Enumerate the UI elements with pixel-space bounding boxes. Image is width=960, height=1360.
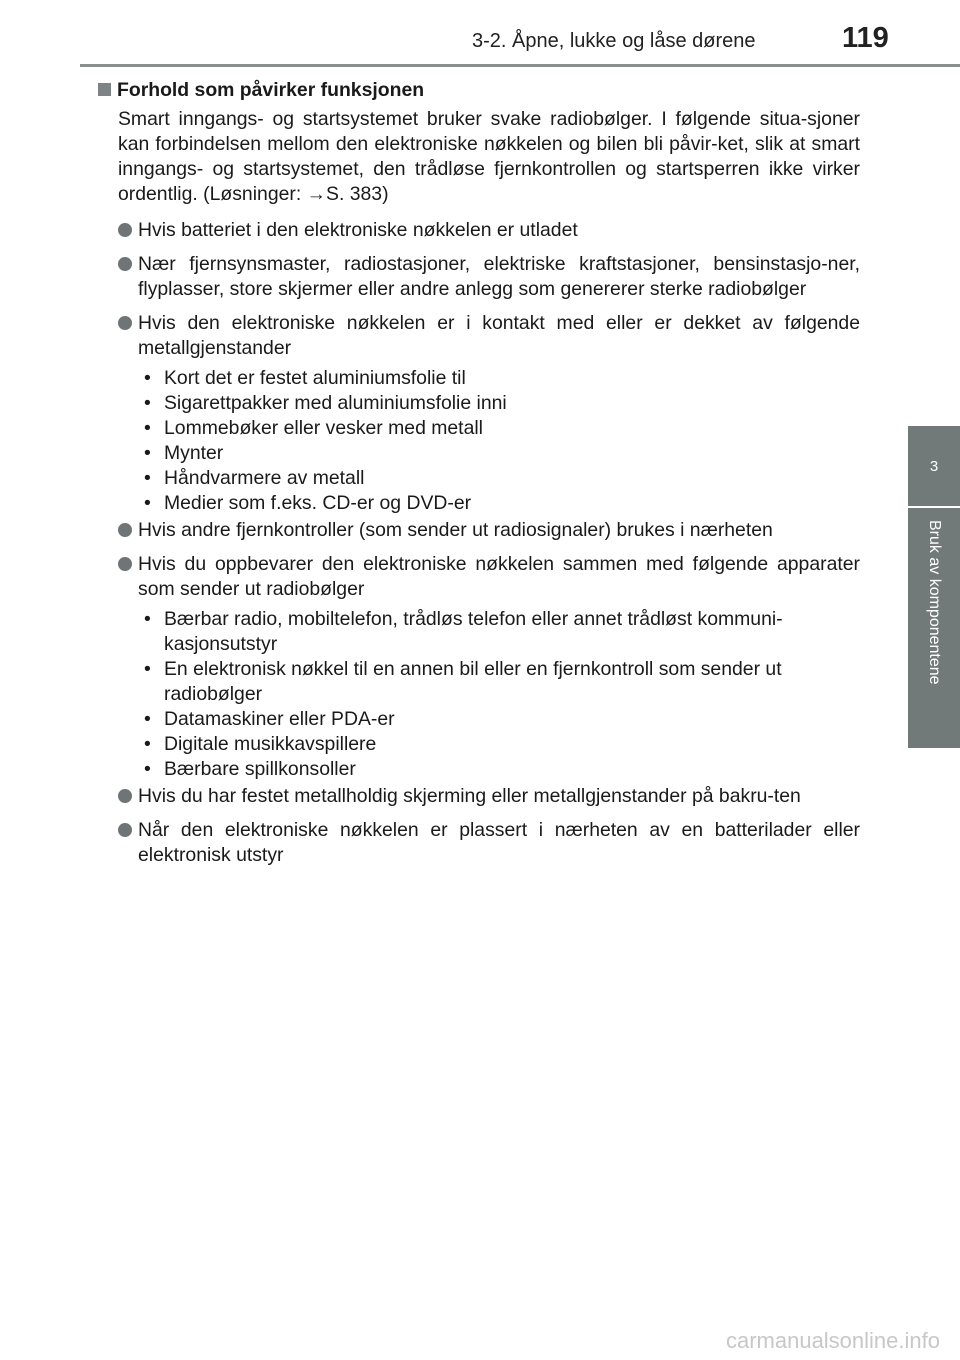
chapter-title: Bruk av komponentene	[926, 520, 943, 685]
circle-bullet-icon	[118, 223, 132, 237]
sub-list-item-text: Bærbar radio, mobiltelefon, trådløs telefon eller annet trådløst kommuni-kasjonsutstyr	[164, 608, 783, 655]
sub-list-item-text: Datamaskiner eller PDA-er	[164, 708, 395, 730]
sub-list-item	[144, 732, 860, 757]
sub-bullet: •	[144, 367, 151, 389]
sub-bullet: •	[144, 492, 151, 514]
circle-bullet-icon	[118, 523, 132, 537]
chapter-tab	[908, 426, 960, 506]
square-bullet-icon	[98, 83, 111, 96]
sub-list-item-text: Bærbare spillkonsoller	[164, 758, 356, 780]
sub-list-item	[144, 391, 860, 416]
sub-list-item	[144, 491, 860, 516]
radio-devices-list	[144, 607, 860, 782]
sub-list-item-text: Kort det er festet aluminiumsfolie til	[164, 367, 466, 389]
list-item-text: Når den elektroniske nøkkelen er plassert i nærheten av en batterilader eller elektronisk utstyr	[138, 819, 860, 866]
heading-text: Forhold som påvirker funksjonen	[117, 79, 425, 101]
sub-bullet: •	[144, 758, 151, 780]
sub-bullet: •	[144, 733, 151, 755]
sub-list-item-text: Sigarettpakker med aluminiumsfolie inni	[164, 392, 507, 414]
sub-list-item-text: En elektronisk nøkkel til en annen bil eller en fjernkontroll som sender ut radiobølger	[164, 658, 782, 705]
sub-list-item	[144, 416, 860, 441]
list-item	[98, 311, 860, 361]
list-item-text: Hvis du har festet metallholdig skjerming eller metallgjenstander på bakru-ten	[138, 785, 801, 807]
sub-list-item-text: Lommebøker eller vesker med metall	[164, 417, 483, 439]
section-title: 3-2. Åpne, lukke og låse dørene	[472, 30, 756, 52]
sub-list-item	[144, 757, 860, 782]
list-item	[98, 252, 860, 302]
list-item	[98, 552, 860, 602]
sub-bullet: •	[144, 658, 151, 680]
list-item	[98, 518, 860, 543]
sub-bullet: •	[144, 708, 151, 730]
circle-bullet-icon	[118, 557, 132, 571]
list-item-text: Hvis andre fjernkontroller (som sender ut radiosignaler) brukes i nærheten	[138, 519, 773, 541]
sub-list-item	[144, 441, 860, 466]
circle-bullet-icon	[118, 316, 132, 330]
sub-list-item-text: Håndvarmere av metall	[164, 467, 365, 489]
main-content	[98, 78, 860, 877]
sub-list-item	[144, 657, 860, 707]
metal-objects-list	[144, 366, 860, 516]
sub-bullet: •	[144, 608, 151, 630]
sub-list-item-text: Medier som f.eks. CD-er og DVD-er	[164, 492, 472, 514]
list-item	[98, 818, 860, 868]
intro-paragraph: Smart inngangs- og startsystemet bruker svake radiobølger. I følgende situa-sjoner kan forbindelsen mellom den elektroniske nøkkelen og bilen bli påvir-ket, slik at smart inngangs- og startsystemet, den trådløse fjernkontrollen og startsperren ikke virker ordentlig. (Løsninger: →S. 383)	[118, 108, 860, 205]
list-item	[98, 784, 860, 809]
sub-list-item	[144, 607, 860, 657]
header-rule	[80, 64, 960, 67]
sub-bullet: •	[144, 467, 151, 489]
list-item-text: Hvis batteriet i den elektroniske nøkkelen er utladet	[138, 219, 578, 241]
sub-bullet: •	[144, 417, 151, 439]
section-heading	[98, 78, 860, 103]
circle-bullet-icon	[118, 789, 132, 803]
watermark: carmanualsonline.info	[725, 1328, 940, 1353]
page-number: 119	[842, 22, 889, 54]
sub-list-item-text: Mynter	[164, 442, 224, 464]
list-item-text: Hvis den elektroniske nøkkelen er i kontakt med eller er dekket av følgende metallgjenstander	[138, 312, 860, 359]
chapter-number: 3	[929, 457, 939, 475]
sub-bullet: •	[144, 392, 151, 414]
sub-list-item	[144, 707, 860, 732]
sub-bullet: •	[144, 442, 151, 464]
sub-list-item-text: Digitale musikkavspillere	[164, 733, 377, 755]
circle-bullet-icon	[118, 823, 132, 837]
circle-bullet-icon	[118, 257, 132, 271]
sub-list-item	[144, 466, 860, 491]
list-item-text: Hvis du oppbevarer den elektroniske nøkkelen sammen med følgende apparater som sender ut radiobølger	[138, 553, 860, 600]
list-item	[98, 218, 860, 243]
sub-list-item	[144, 366, 860, 391]
list-item-text: Nær fjernsynsmaster, radiostasjoner, elektriske kraftstasjoner, bensinstasjo-ner, flyplasser, store skjermer eller andre anlegg som genererer sterke radiobølger	[138, 253, 860, 300]
